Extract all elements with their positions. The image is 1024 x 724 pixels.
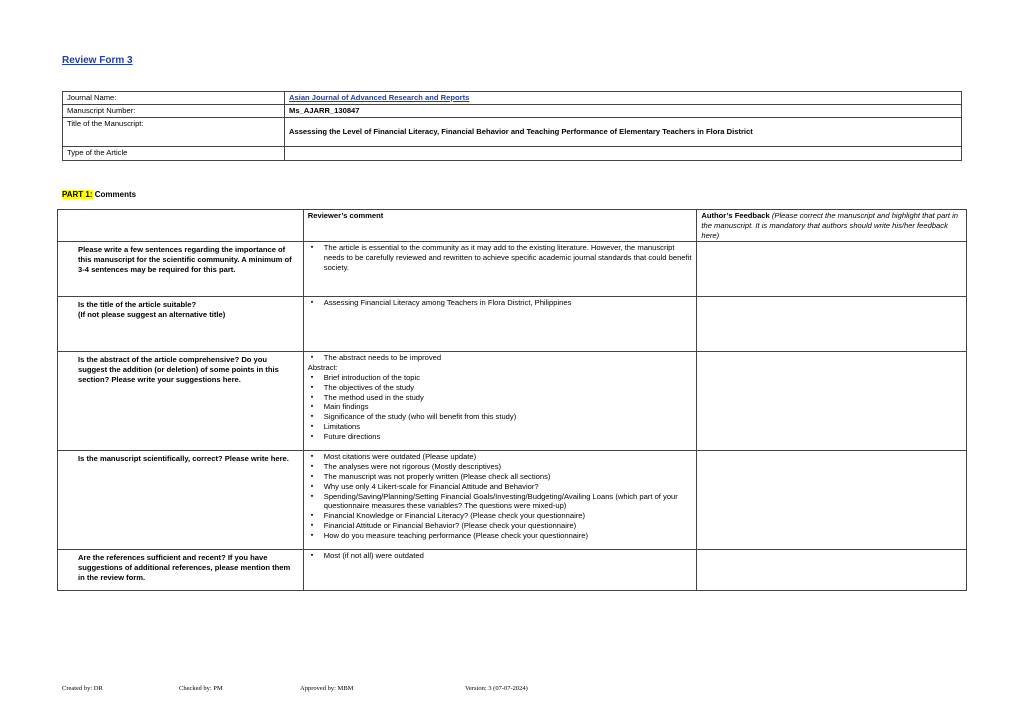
abstract-list [308, 373, 693, 442]
abstract-item: ▪ Main findings [308, 402, 693, 412]
comment-item: ▪ The abstract needs to be improved [308, 353, 693, 363]
comment-row [58, 550, 967, 591]
comment-item: ▪ Financial Knowledge or Financial Literacy? (Please check your questionnaire) [308, 511, 693, 521]
abstract-item: ▪ The objectives of the study [308, 383, 693, 393]
abstract-item: ▪ Significance of the study (who will benefit from this study) [308, 412, 693, 422]
question-cell: Please write a few sentences regarding the importance of this manuscript for the scientific community. A minimum of 3-4 sentences may be required for this part. [58, 242, 304, 297]
question-cell: Is the abstract of the article comprehensive? Do you suggest the addition (or deletion) of some points in this section? Please write your suggestions here. [58, 352, 304, 451]
manuscript-title-value: Assessing the Level of Financial Literacy, Financial Behavior and Teaching Performance of Elementary Teachers in Flora District [285, 117, 962, 146]
part-title: Comments [92, 190, 137, 199]
comment-item: ▪ Most (if not all) were outdated [308, 551, 693, 561]
comment-list [308, 298, 693, 308]
form-title: Review Form 3 [62, 55, 133, 66]
article-type-row [63, 146, 962, 160]
footer-approved: Approved by: MBM [300, 685, 354, 692]
reviewer-comment-cell [303, 550, 697, 591]
header-row [58, 210, 967, 242]
comment-item: ▪ Spending/Saving/Planning/Setting Financial Goals/Investing/Budgeting/Availing Loans (which part of your questionnaire measures these variables? The questions were mixed-up) [308, 492, 693, 512]
comment-item: ▪ Most citations were outdated (Please update) [308, 452, 693, 462]
manuscript-number-label: Manuscript Number: [63, 104, 285, 117]
comment-list [308, 452, 693, 540]
question-cell: Is the manuscript scientifically, correct? Please write here. [58, 451, 304, 550]
comment-item: ▪ How do you measure teaching performance (Please check your questionnaire) [308, 531, 693, 541]
comment-item: ▪ The manuscript was not properly written (Please check all sections) [308, 472, 693, 482]
manuscript-number-value: Ms_AJARR_130847 [285, 104, 962, 117]
author-feedback-cell[interactable] [697, 451, 967, 550]
journal-link[interactable]: Asian Journal of Advanced Research and Reports [289, 93, 470, 102]
reviewer-comment-cell [303, 352, 697, 451]
author-feedback-cell[interactable] [697, 352, 967, 451]
comment-item: ▪ Assessing Financial Literacy among Teachers in Flora District, Philippines [308, 298, 693, 308]
comment-item: ▪ Financial Attitude or Financial Behavior? (Please check your questionnaire) [308, 521, 693, 531]
part-label: PART 1: [62, 190, 93, 199]
journal-row [63, 92, 962, 105]
question-cell: Is the title of the article suitable? (If not please suggest an alternative title) [58, 297, 304, 352]
article-type-label: Type of the Article [63, 146, 285, 160]
footer-created: Created by: DR [62, 685, 103, 692]
comment-list [308, 551, 693, 561]
comments-table [57, 209, 967, 591]
reviewer-comment-cell [303, 242, 697, 297]
reviewer-comment-cell [303, 297, 697, 352]
manuscript-info-table [62, 91, 962, 161]
author-feedback-cell[interactable] [697, 550, 967, 591]
abstract-label: Abstract: [307, 363, 338, 373]
comment-item: ▪ Why use only 4 Likert-scale for Financial Attitude and Behavior? [308, 482, 693, 492]
footer-checked: Checked by: PM [179, 685, 223, 692]
author-feedback-header [697, 210, 967, 242]
question-cell: Are the references sufficient and recent? If you have suggestions of additional references, please mention them in the review form. [58, 550, 304, 591]
abstract-item: ▪ Future directions [308, 432, 693, 442]
comment-list [308, 353, 693, 363]
abstract-item: ▪ Limitations [308, 422, 693, 432]
comment-item: ▪ The article is essential to the community as it may add to the existing literature. However, the manuscript needs to be carefully reviewed and rewritten to achieve specific academic journal standards that could benefit society. [308, 243, 693, 272]
reviewer-comment-cell [303, 451, 697, 550]
comment-row [58, 451, 967, 550]
abstract-item: ▪ Brief introduction of the topic [308, 373, 693, 383]
footer-version: Version: 3 (07-07-2024) [465, 685, 528, 692]
comment-row [58, 352, 967, 451]
journal-value-cell [285, 92, 962, 105]
comment-row [58, 242, 967, 297]
abstract-item: ▪ The method used in the study [308, 393, 693, 403]
author-feedback-title: Author’s Feedback [701, 211, 770, 220]
journal-label: Journal Name: [63, 92, 285, 105]
manuscript-number-row [63, 104, 962, 117]
manuscript-title-row [63, 117, 962, 146]
author-feedback-cell[interactable] [697, 242, 967, 297]
comment-item: ▪ The analyses were not rigorous (Mostly descriptives) [308, 462, 693, 472]
author-feedback-cell[interactable] [697, 297, 967, 352]
reviewer-comment-header: Reviewer’s comment [303, 210, 697, 242]
comment-row [58, 297, 967, 352]
article-type-value [285, 146, 962, 160]
header-empty-cell [58, 210, 304, 242]
manuscript-title-label: Title of the Manuscript: [63, 117, 285, 146]
comment-list [308, 243, 693, 272]
author-feedback-note: (Please correct the manuscript and highlight that part in the manuscript. It is mandatory that authors should write his/her feedback here) [701, 211, 958, 240]
part-heading [62, 190, 136, 199]
